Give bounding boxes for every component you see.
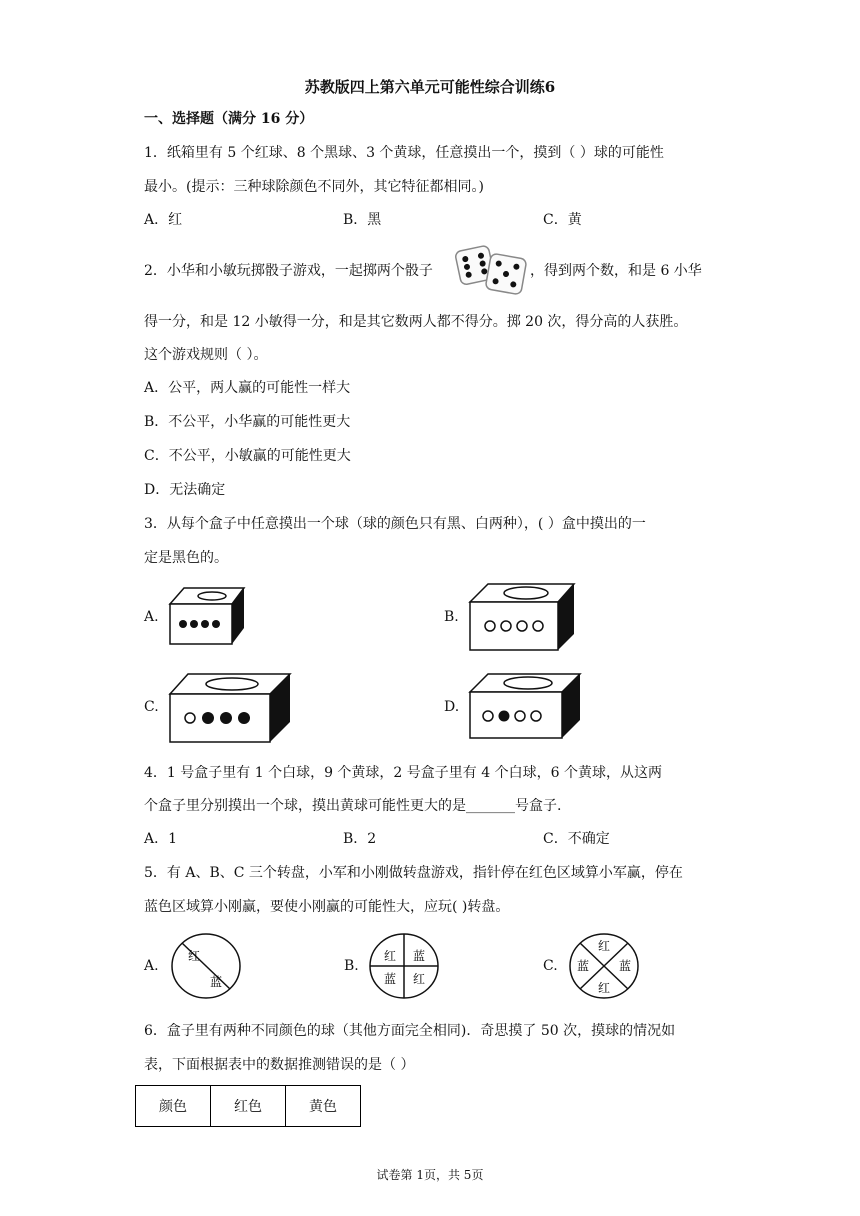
q4-stem-line1: 4．1 号盒子里有 1 个白球，9 个黄球，2 号盒子里有 4 个白球，6 个黄球，从这两	[144, 765, 662, 781]
section-heading: 一、选择题（满分 16 分）	[144, 111, 314, 127]
q3-label-d: D.	[444, 699, 460, 715]
spinner-c-red-label-2: 红	[597, 981, 611, 995]
spinner-c-red-label-1: 红	[597, 939, 611, 953]
q2-option-c: C．不公平，小敏赢的可能性更大	[144, 448, 351, 464]
spinner-c-image	[568, 932, 640, 1000]
q6-stem-line2: 表，下面根据表中的数据推测错误的是（ ）	[144, 1057, 415, 1073]
page-footer: 试卷第 1页，共 5页	[376, 1168, 484, 1182]
spinner-a-red-label: 红	[187, 949, 201, 963]
box-a-image	[166, 584, 246, 646]
q2-option-d: D．无法确定	[144, 482, 226, 498]
q3-stem-line1: 3．从每个盒子中任意摸出一个球（球的颜色只有黑、白两种），( ）盒中摸出的一	[144, 516, 646, 532]
spinner-b-image	[368, 932, 440, 1000]
spinner-a-blue-label: 蓝	[209, 975, 223, 989]
q1-option-b: B．黑	[343, 212, 382, 228]
q5-stem-line2: 蓝色区域算小刚赢，要使小刚赢的可能性大，应玩( )转盘。	[144, 899, 510, 915]
spinner-b-blue-label-1: 蓝	[412, 949, 426, 963]
spinner-b-red-label-1: 红	[383, 949, 397, 963]
box-d-image	[466, 670, 582, 740]
q2-stem-line1a: 2．小华和小敏玩掷骰子游戏，一起掷两个骰子	[144, 263, 433, 279]
q5-stem-line1: 5．有 A、B、C 三个转盘，小军和小刚做转盘游戏，指针停在红色区域算小军赢，停在	[144, 865, 683, 881]
q2-option-a: A．公平，两人赢的可能性一样大	[144, 380, 351, 396]
spinner-c-blue-label-2: 蓝	[618, 959, 632, 973]
spinner-b-red-label-2: 红	[412, 972, 426, 986]
q2-option-b: B．不公平，小华赢的可能性更大	[144, 414, 351, 430]
tally-table	[135, 1085, 361, 1127]
q1-stem-line1: 1．纸箱里有 5 个红球、8 个黑球、3 个黄球，任意摸出一个，摸到（ ）球的可能性	[144, 145, 664, 161]
q4-option-c: C．不确定	[543, 831, 610, 847]
q3-label-a: A.	[144, 609, 159, 625]
page-title: 苏教版四上第六单元可能性综合训练6	[304, 78, 556, 96]
q6-stem-line1: 6．盒子里有两种不同颜色的球（其他方面完全相同)．奇思摸了 50 次，摸球的情况如	[144, 1023, 676, 1039]
spinner-c-blue-label-1: 蓝	[576, 959, 590, 973]
q5-label-b: B.	[344, 958, 359, 974]
box-b-image	[466, 580, 578, 654]
q2-stem-line1b: ，得到两个数，和是 6 小华	[530, 263, 702, 279]
q3-label-b: B.	[444, 609, 459, 625]
q4-stem-line2: 个盒子里分别摸出一个球，摸出黄球可能性更大的是_______号盒子.	[144, 798, 562, 814]
spinner-b-blue-label-2: 蓝	[383, 972, 397, 986]
dice-image	[454, 242, 528, 296]
q2-stem-line3: 这个游戏规则（ ）。	[144, 347, 268, 363]
table-header-red: 红色	[211, 1086, 286, 1127]
q4-option-a: A．1	[144, 831, 178, 847]
q1-option-c: C．黄	[543, 212, 582, 228]
q1-option-a: A．红	[144, 212, 183, 228]
q1-stem-line2: 最小。(提示：三种球除颜色不同外，其它特征都相同。)	[144, 179, 484, 195]
table-header-yellow: 黄色	[286, 1086, 361, 1127]
q5-label-a: A.	[144, 958, 159, 974]
spinner-a-image	[170, 932, 242, 1000]
table-header-color: 颜色	[136, 1086, 211, 1127]
q3-label-c: C.	[144, 699, 159, 715]
q3-stem-line2: 定是黑色的。	[144, 550, 228, 566]
box-c-image	[166, 670, 292, 744]
q2-stem-line2: 得一分，和是 12 小敏得一分，和是其它数两人都不得分。掷 20 次，得分高的人获胜。	[144, 314, 688, 330]
q4-option-b: B．2	[343, 831, 377, 847]
q5-label-c: C.	[543, 958, 558, 974]
table-row	[136, 1086, 361, 1127]
